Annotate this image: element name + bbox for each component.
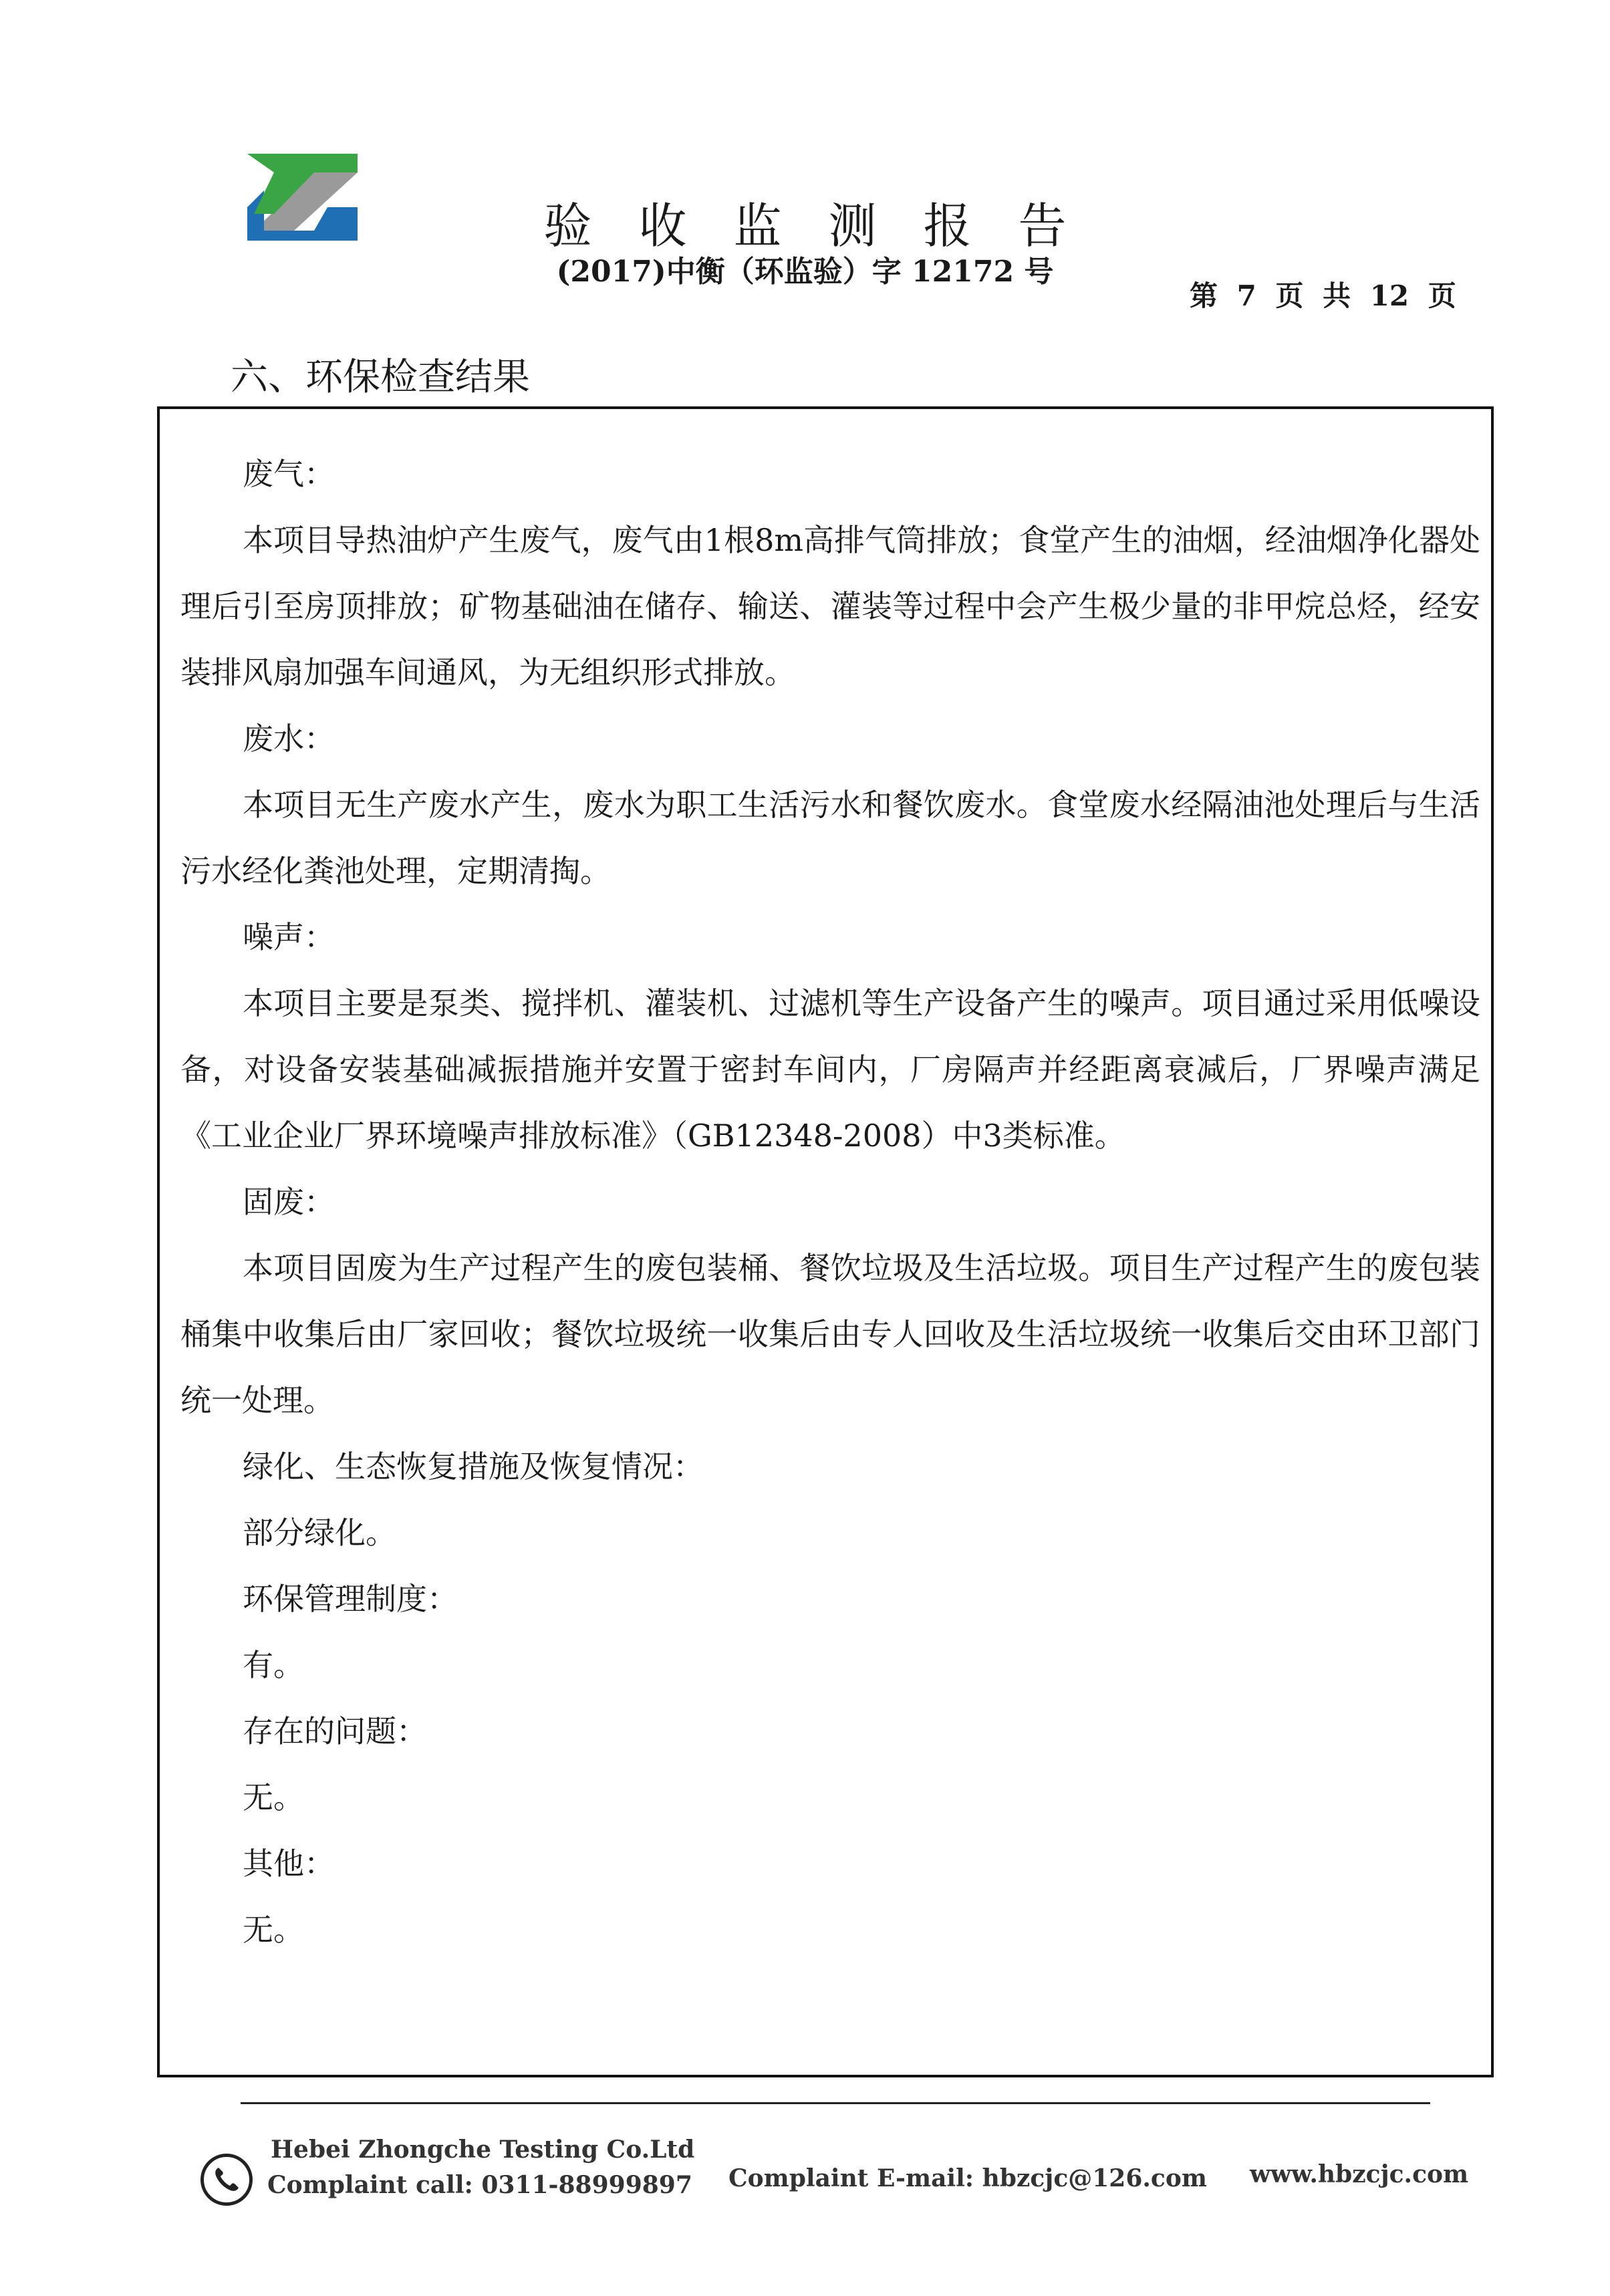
footer-website: www.hbzcjc.com (1250, 2160, 1469, 2188)
page-info: 第 7 页 共 12 页 (1190, 279, 1456, 312)
footer-complaint-call: Complaint call: 0311-88999897 (267, 2171, 692, 2199)
problems-heading: 存在的问题： (243, 1713, 427, 1749)
noise-text: 本项目主要是泵类、搅拌机、灌装机、过滤机等生产设备产生的噪声。项目通过采用低噪设备，对设备安装基础减振措施并安置于密封车间内，厂房隔声并经距离衰减后，厂界噪声满足《工业企业厂界环境噪声排放标准》（GB12348-2008）中3类标准。 (180, 985, 1480, 1154)
waste-water-heading: 废水： (243, 721, 335, 757)
report-title: 验收监测报告 (543, 198, 1113, 254)
greening-text: 部分绿化。 (243, 1515, 396, 1551)
footer-complaint-email: Complaint E-mail: hbzcjc@126.com (728, 2164, 1207, 2192)
content-body (180, 441, 1480, 1963)
footer-company: Hebei Zhongche Testing Co.Ltd (271, 2136, 695, 2164)
problems-text: 无。 (243, 1779, 304, 1815)
management-heading: 环保管理制度： (243, 1581, 458, 1617)
solid-waste-heading: 固废： (243, 1184, 335, 1220)
management-text: 有。 (243, 1647, 304, 1683)
report-number: (2017)中衡（环监验）字 12172 号 (556, 255, 1054, 289)
greening-heading: 绿化、生态恢复措施及恢复情况： (243, 1448, 704, 1485)
other-heading: 其他： (243, 1845, 335, 1882)
footer-divider (241, 2102, 1430, 2104)
other-text: 无。 (243, 1912, 304, 1948)
waste-gas-text: 本项目导热油炉产生废气，废气由1根8m高排气筒排放；食堂产生的油烟，经油烟净化器处理后引至房顶排放；矿物基础油在储存、输送、灌装等过程中会产生极少量的非甲烷总烃，经安装排风扇加强车间通风，为无组织形式排放。 (180, 522, 1480, 690)
section-title: 六、环保检查结果 (231, 356, 530, 399)
noise-heading: 噪声： (243, 919, 335, 955)
waste-gas-heading: 废气： (243, 456, 335, 492)
waste-water-text: 本项目无生产废水产生，废水为职工生活污水和餐饮废水。食堂废水经隔油池处理后与生活污水经化粪池处理，定期清掏。 (180, 787, 1480, 889)
solid-waste-text: 本项目固废为生产过程产生的废包装桶、餐饮垃圾及生活垃圾。项目生产过程产生的废包装桶集中收集后由厂家回收；餐饮垃圾统一收集后由专人回收及生活垃圾统一收集后交由环卫部门统一处理。 (180, 1250, 1480, 1418)
phone-icon (200, 2154, 253, 2206)
